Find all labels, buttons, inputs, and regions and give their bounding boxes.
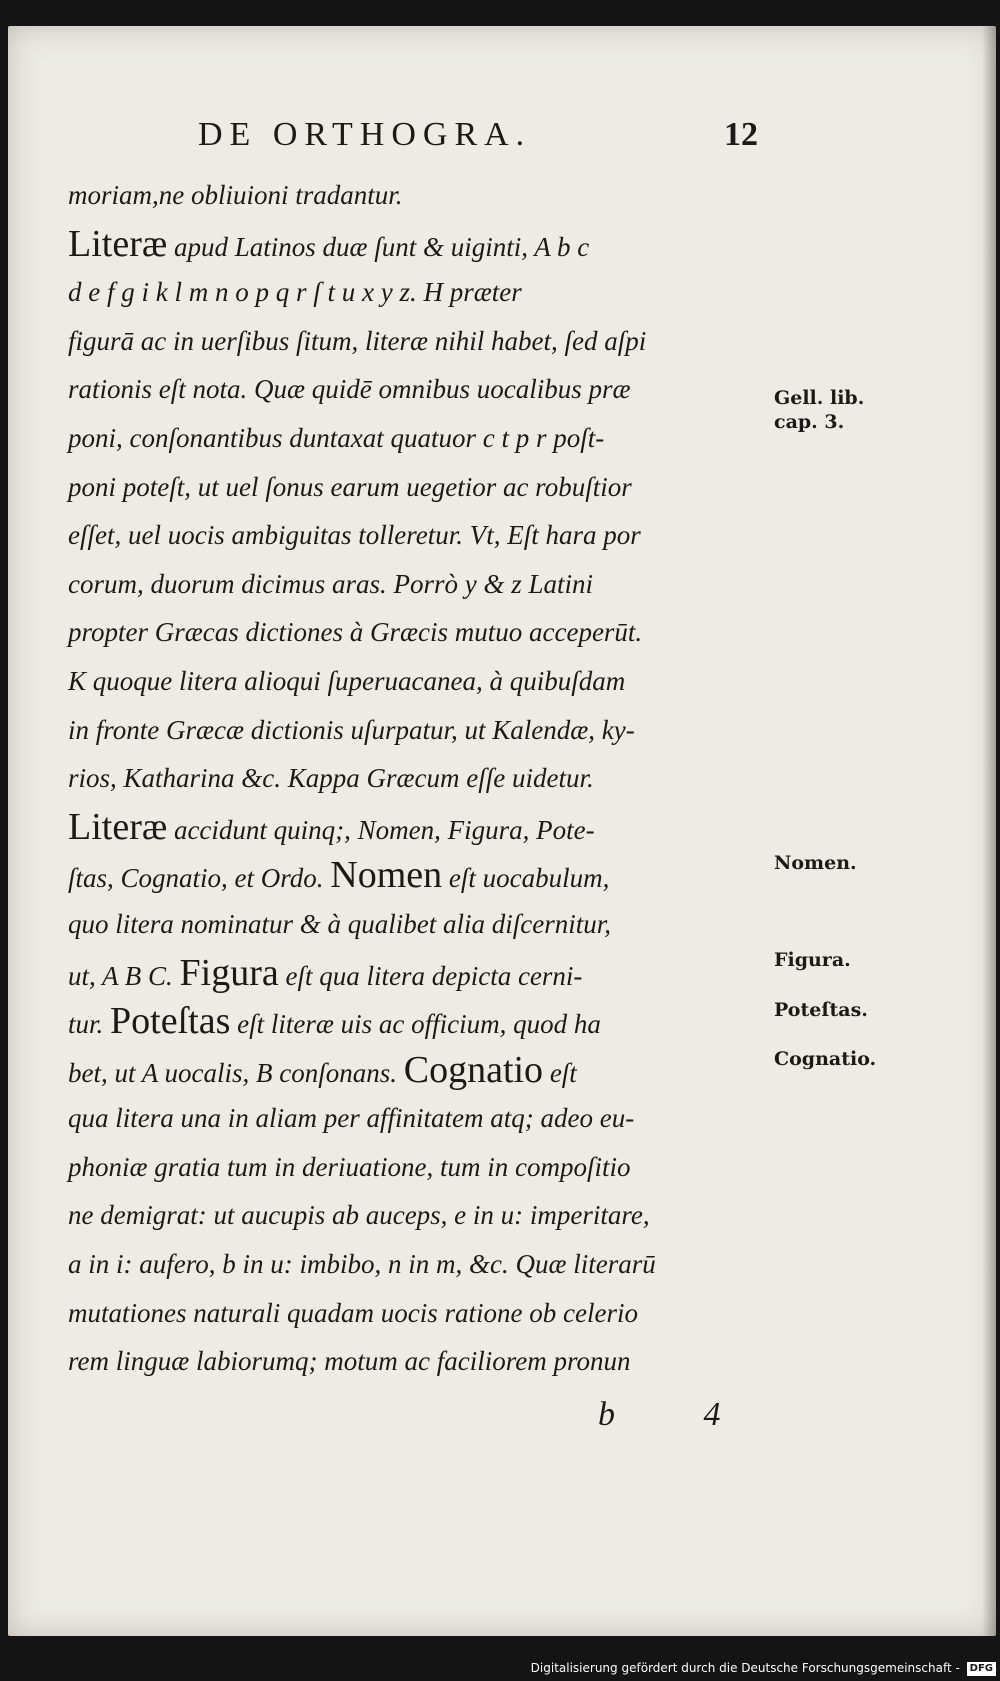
- text-line: [68, 1046, 768, 1095]
- text-segment: eſt literæ uis ac officium, quod ha: [230, 1009, 601, 1040]
- margin-note-figura: Figura.: [774, 949, 851, 971]
- funding-credit: Digitalisierung gefördert durch die Deutsche Forschungsgemeinschaft -: [530, 1661, 960, 1675]
- text-segment: tur.: [68, 1009, 111, 1040]
- text-line: [68, 1337, 768, 1386]
- running-header: [198, 116, 758, 156]
- text-line: [68, 754, 768, 803]
- text-segment: rationis eſt nota. Quæ quidē omnibus uocalibus præ: [68, 374, 631, 405]
- dfg-logo: DFG: [967, 1662, 996, 1676]
- text-line: [68, 657, 768, 706]
- text-segment: d e f g i k l m n o p q r ſ t u x y z. H præter: [68, 277, 522, 308]
- text-segment: rios, Katharina &c. Kappa Græcum eſſe uidetur.: [68, 763, 594, 794]
- text-segment: corum, duorum dicimus aras. Porrò y & z Latini: [68, 568, 594, 599]
- text-line: [68, 220, 768, 269]
- text-line: [68, 365, 768, 414]
- text-line: [68, 1191, 768, 1240]
- text-line: [68, 560, 768, 609]
- text-line: [68, 851, 768, 900]
- text-segment: apud Latinos duæ ſunt & uiginti, A b c: [167, 231, 590, 262]
- text-line: [68, 463, 768, 512]
- text-segment: rem linguæ labiorumq; motum ac faciliorem pronun: [68, 1346, 631, 1377]
- text-line: [68, 997, 768, 1046]
- text-segment: qua litera una in aliam per affinitatem atq; adeo eu-: [68, 1103, 635, 1134]
- text-segment: eſt: [543, 1057, 577, 1088]
- text-segment: eſt uocabulum,: [442, 863, 610, 894]
- text-segment: figurā ac in uerſibus ſitum, literæ nihil habet, ſed aſpi: [68, 325, 647, 356]
- text-line: [68, 1289, 768, 1338]
- text-segment: poni, conſonantibus duntaxat quatuor c t p r poſt-: [68, 422, 605, 453]
- text-segment: K quoque litera alioqui ſuperuacanea, à quibuſdam: [68, 665, 626, 696]
- page-number: 12: [724, 116, 758, 153]
- text-segment: ſtas, Cognatio, et Ordo.: [68, 863, 331, 894]
- margin-note-potestas: Poteſtas.: [774, 999, 868, 1021]
- text-line: [68, 949, 768, 998]
- section-keyword: Nomen: [330, 854, 443, 897]
- text-segment: poni poteſt, ut uel ſonus earum uegetior ac robuſtior: [68, 471, 632, 502]
- text-line: [68, 1143, 768, 1192]
- section-keyword: Literæ: [68, 805, 168, 848]
- text-segment: propter Græcas dictiones à Græcis mutuo acceperūt.: [68, 617, 643, 648]
- margin-note-cognatio: Cognatio.: [774, 1048, 877, 1070]
- text-segment: accidunt quinq;, Nomen, Figura, Pote-: [167, 814, 595, 845]
- text-line: [68, 608, 768, 657]
- text-segment: in fronte Græcæ dictionis uſurpatur, ut Kalendæ, ky-: [68, 714, 635, 745]
- text-segment: bet, ut A uocalis, B conſonans.: [68, 1057, 404, 1088]
- running-title: DE ORTHOGRA.: [198, 116, 532, 153]
- footer-credit-bar: [0, 1655, 996, 1681]
- text-line: [68, 414, 768, 463]
- text-line: [68, 1094, 768, 1143]
- section-keyword: Figura: [179, 951, 279, 994]
- text-segment: ne demigrat: ut aucupis ab auceps, e in u: imperitare,: [68, 1200, 650, 1231]
- text-segment: mutationes naturali quadam uocis ratione ob celerio: [68, 1297, 638, 1328]
- section-keyword: Literæ: [68, 222, 168, 265]
- text-segment: quo litera nominatur & à qualibet alia diſcernitur,: [68, 908, 611, 939]
- book-page: [8, 26, 996, 1636]
- margin-note-text: Gell. lib.: [774, 387, 865, 409]
- text-segment: ut, A B C.: [68, 960, 180, 991]
- text-line: [68, 1240, 768, 1289]
- section-keyword: Cognatio: [403, 1048, 544, 1091]
- text-line: [68, 268, 768, 317]
- text-segment: moriam,ne obliuioni tradantur.: [68, 180, 403, 210]
- signature-mark: b 4: [598, 1396, 761, 1433]
- section-keyword: Poteſtas: [110, 1000, 231, 1043]
- margin-note-text: cap. 3.: [774, 411, 845, 433]
- body-text: [68, 171, 768, 1386]
- margin-note-gell: [774, 386, 904, 434]
- text-segment: phoniæ gratia tum in deriuatione, tum in compoſitio: [68, 1151, 631, 1182]
- text-segment: eſſet, uel uocis ambiguitas tolleretur. Vt, Eſt hara por: [68, 520, 641, 551]
- text-line: [68, 803, 768, 852]
- text-segment: a in i: aufero, b in u: imbibo, n in m, &c. Quæ literarū: [68, 1249, 656, 1280]
- text-line: [68, 900, 768, 949]
- margin-note-nomen: Nomen.: [774, 852, 857, 874]
- text-line: [68, 171, 768, 220]
- text-segment: eſt qua litera depicta cerni-: [278, 960, 583, 991]
- text-line: [68, 317, 768, 366]
- text-line: [68, 706, 768, 755]
- text-line: [68, 511, 768, 560]
